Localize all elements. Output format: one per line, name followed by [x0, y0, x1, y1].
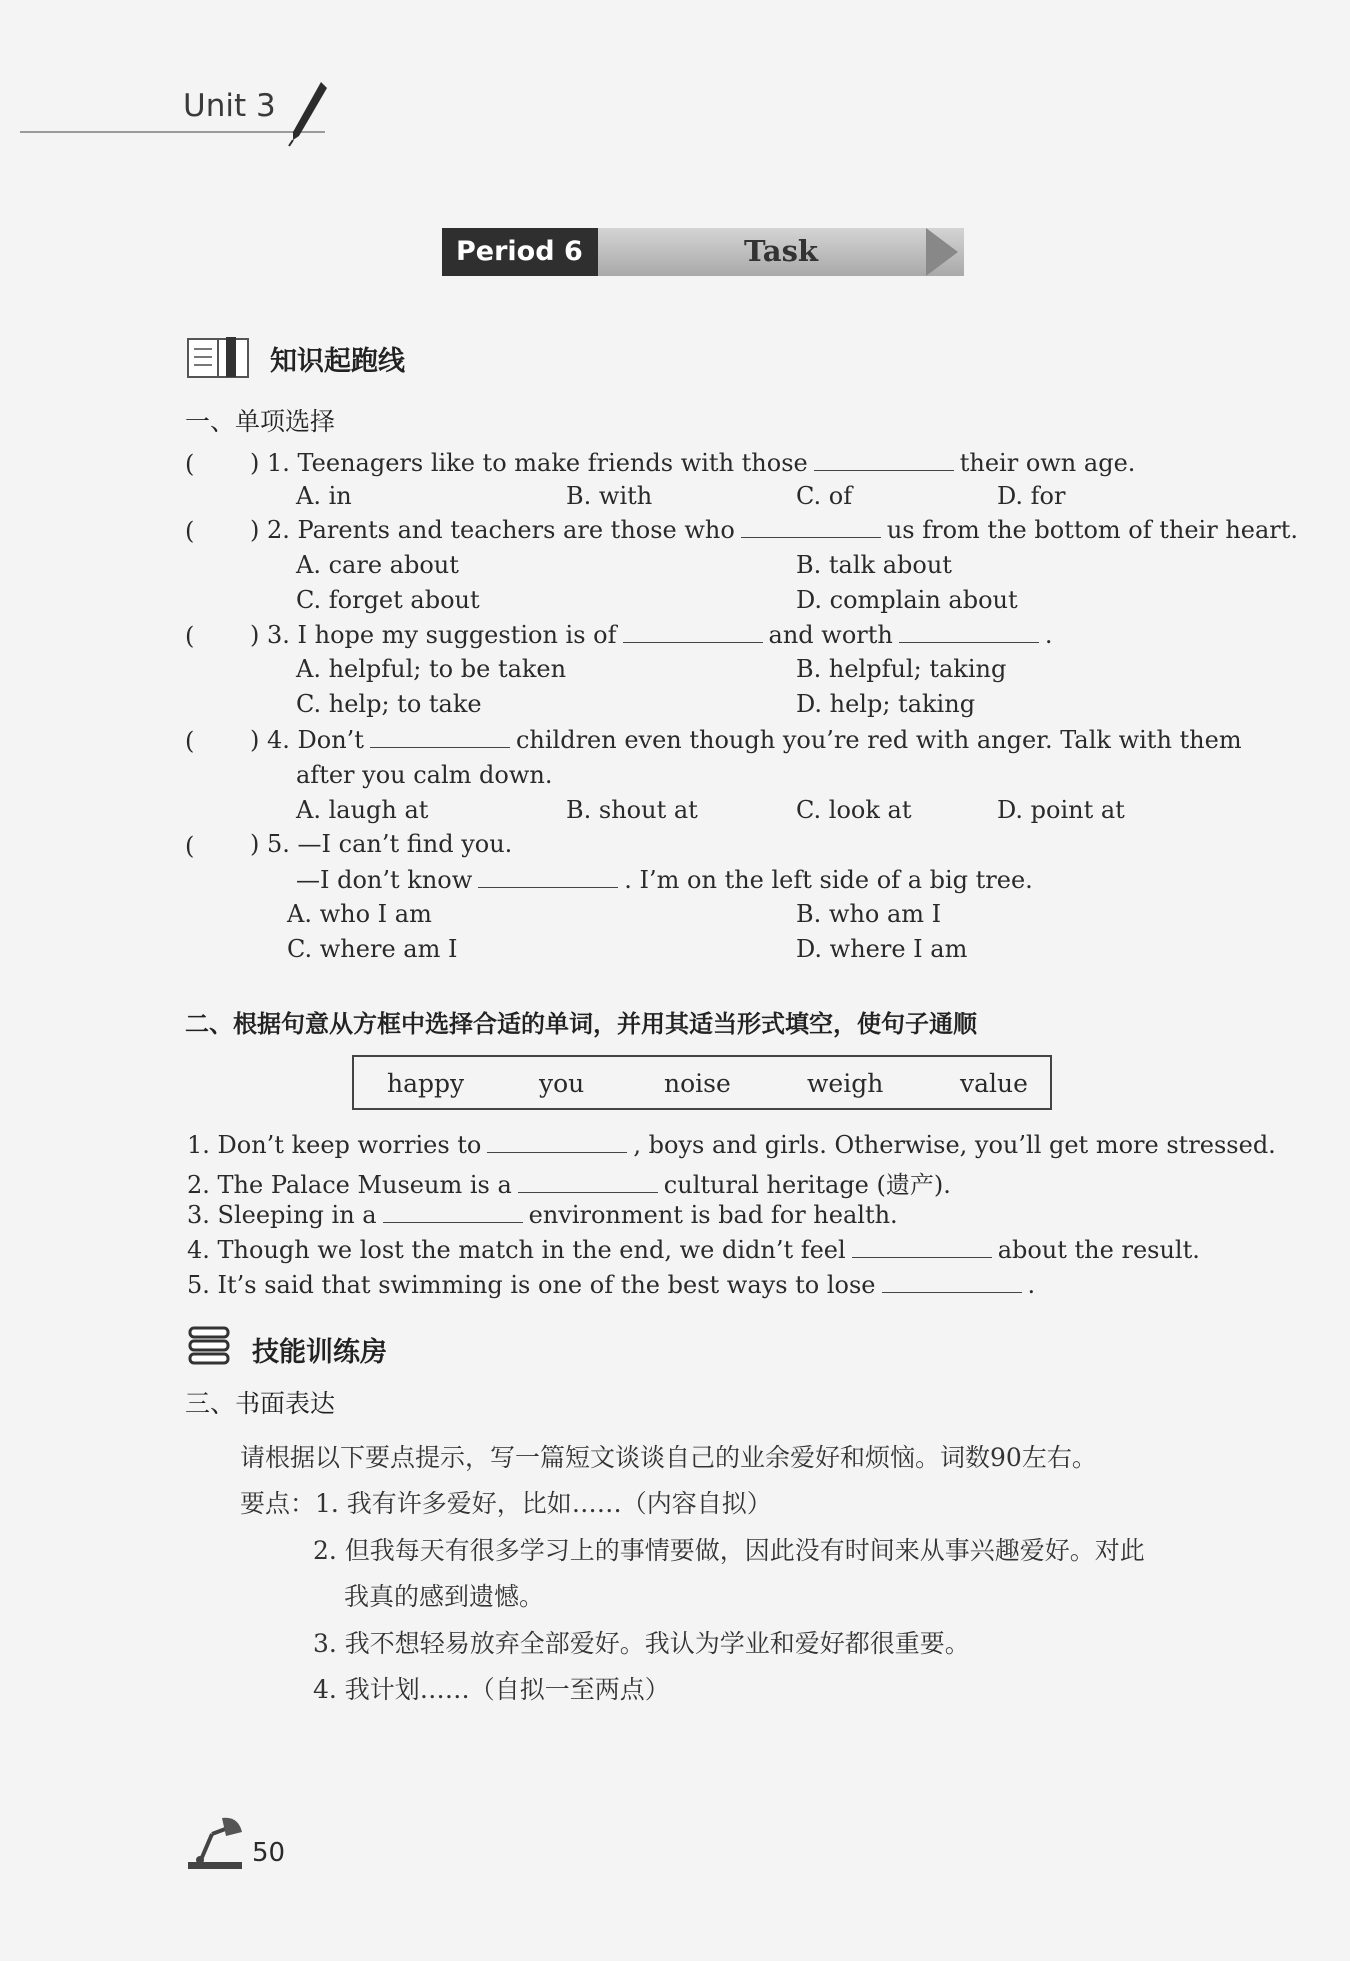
option: B. with [566, 482, 653, 510]
option: B. shout at [566, 796, 698, 824]
word-item: noise [664, 1069, 731, 1098]
word-item: value [960, 1069, 1028, 1098]
answer-blank[interactable] [487, 1130, 627, 1153]
word-box [352, 1055, 1052, 1110]
period-banner [442, 228, 964, 276]
answer-paren: ( [185, 622, 195, 650]
answer-paren: ( [185, 450, 195, 478]
option: C. look at [796, 796, 912, 824]
section-title-skills: 技能训练房 [252, 1337, 387, 1368]
period-label: Period 6 [442, 228, 598, 276]
answer-blank[interactable] [852, 1235, 992, 1258]
question-3: ) 3. I hope my suggestion is of and worth . [250, 621, 1053, 649]
answer-blank[interactable] [899, 620, 1039, 643]
task-label: Task [598, 228, 964, 276]
answer-blank[interactable] [383, 1200, 523, 1223]
question-4-continued: after you calm down. [296, 761, 553, 789]
option: C. where am I [287, 935, 458, 963]
part3-title: 三、书面表达 [185, 1389, 336, 1418]
word-item: happy [387, 1069, 465, 1098]
word-item: you [539, 1069, 585, 1098]
fill-sentence-3: 3. Sleeping in a environment is bad for health. [187, 1201, 898, 1229]
header-rule [20, 131, 325, 133]
page-number: 50 [252, 1838, 286, 1868]
fill-sentence-5: 5. It’s said that swimming is one of the best ways to lose . [187, 1271, 1036, 1299]
pen-icon [285, 78, 330, 148]
question-4: ) 4. Don’t children even though you’re red with anger. Talk with them [250, 726, 1242, 754]
answer-paren: ( [185, 832, 195, 860]
option: D. help; taking [796, 690, 976, 718]
point-2-continued: 我真的感到遗憾。 [344, 1582, 545, 1611]
banner-arrow-icon [926, 228, 958, 276]
point-4: 4. 我计划……（自拟一至两点） [313, 1675, 670, 1704]
option: D. where I am [796, 935, 968, 963]
answer-blank[interactable] [882, 1270, 1022, 1293]
answer-blank[interactable] [814, 448, 954, 471]
question-5: ) 5. —I can’t find you. [250, 830, 513, 858]
option: D. for [997, 482, 1066, 510]
unit-title: Unit 3 [183, 88, 276, 124]
option: D. complain about [796, 586, 1018, 614]
option: B. helpful; taking [796, 655, 1007, 683]
fill-sentence-1: 1. Don’t keep worries to , boys and girls. Otherwise, you’ll get more stressed. [187, 1131, 1276, 1159]
option: B. talk about [796, 551, 952, 579]
answer-blank[interactable] [370, 725, 510, 748]
fill-sentence-2: 2. The Palace Museum is a cultural heritage (遗产). [187, 1171, 951, 1199]
part2-title: 二、根据句意从方框中选择合适的单词，并用其适当形式填空，使句子通顺 [185, 1010, 977, 1038]
desk-lamp-icon [186, 1812, 246, 1872]
point-3: 3. 我不想轻易放弃全部爱好。我认为学业和爱好都很重要。 [313, 1629, 970, 1658]
option: C. of [796, 482, 853, 510]
answer-blank[interactable] [741, 515, 881, 538]
option: A. helpful; to be taken [296, 655, 567, 683]
option: D. point at [997, 796, 1125, 824]
section-title-knowledge: 知识起跑线 [270, 346, 405, 377]
option: C. forget about [296, 586, 480, 614]
answer-blank[interactable] [478, 865, 618, 888]
answer-blank[interactable] [623, 620, 763, 643]
writing-prompt: 请根据以下要点提示，写一篇短文谈谈自己的业余爱好和烦恼。词数90左右。 [240, 1443, 1097, 1472]
word-item: weigh [807, 1069, 884, 1098]
answer-paren: ( [185, 517, 195, 545]
option: A. in [296, 482, 352, 510]
fill-sentence-4: 4. Though we lost the match in the end, we didn’t feel about the result. [187, 1236, 1200, 1264]
books-stack-icon [186, 1326, 232, 1366]
point-1: 要点：1. 我有许多爱好，比如……（内容自拟） [240, 1489, 772, 1518]
question-2: ) 2. Parents and teachers are those who us from the bottom of their heart. [250, 516, 1299, 544]
answer-blank[interactable] [518, 1170, 658, 1193]
part1-title: 一、单项选择 [185, 407, 336, 436]
point-2: 2. 但我每天有很多学习上的事情要做，因此没有时间来从事兴趣爱好。对此 [313, 1536, 1145, 1565]
question-1: ) 1. Teenagers like to make friends with those their own age. [250, 449, 1136, 477]
option: C. help; to take [296, 690, 482, 718]
option: A. who I am [287, 900, 432, 928]
answer-paren: ( [185, 727, 195, 755]
book-icon [186, 335, 252, 381]
question-5-reply: —I don’t know . I’m on the left side of a big tree. [296, 866, 1033, 894]
option: A. laugh at [296, 796, 429, 824]
option: B. who am I [796, 900, 942, 928]
option: A. care about [296, 551, 459, 579]
